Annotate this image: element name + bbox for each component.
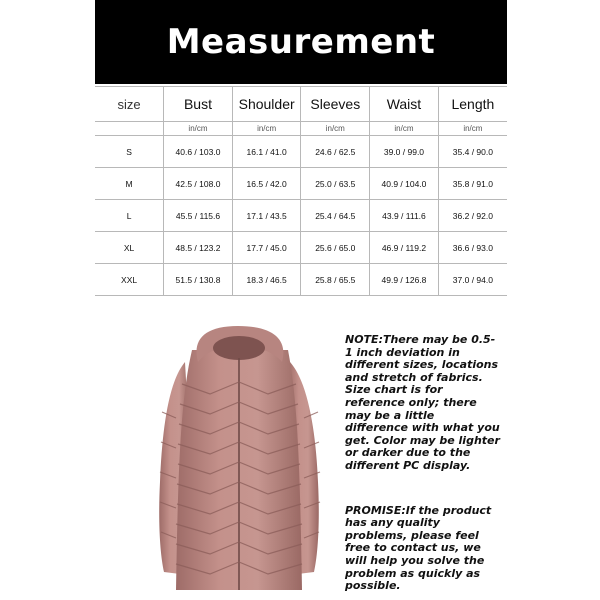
table-row — [95, 264, 507, 296]
waist-cell: 40.9 / 104.0 — [370, 168, 439, 200]
unit-cell: in/cm — [232, 122, 301, 136]
shoulder-cell: 16.5 / 42.0 — [232, 168, 301, 200]
length-column-header: Length — [438, 87, 507, 122]
size-cell: S — [95, 136, 164, 168]
sleeves-cell: 25.6 / 65.0 — [301, 232, 370, 264]
size-column-header: size — [95, 87, 164, 122]
waist-column-header: Waist — [370, 87, 439, 122]
note-text: NOTE:There may be 0.5-1 inch deviation in different sizes, locations and stretch of fabrics. Size chart is for reference only; there may be a little difference with what you get. Color may be lighter or darker due to the different PC display. — [345, 333, 500, 472]
table-row — [95, 168, 507, 200]
sleeves-cell: 25.4 / 64.5 — [301, 200, 370, 232]
length-cell: 35.4 / 90.0 — [438, 136, 507, 168]
bust-cell: 48.5 / 123.2 — [164, 232, 233, 264]
sleeves-cell: 25.8 / 65.5 — [301, 264, 370, 296]
bust-cell: 51.5 / 130.8 — [164, 264, 233, 296]
length-cell: 35.8 / 91.0 — [438, 168, 507, 200]
size-cell: M — [95, 168, 164, 200]
table-header-row — [95, 87, 507, 122]
waist-cell: 49.9 / 126.8 — [370, 264, 439, 296]
bust-cell: 40.6 / 103.0 — [164, 136, 233, 168]
sleeves-cell: 24.6 / 62.5 — [301, 136, 370, 168]
size-cell: XL — [95, 232, 164, 264]
hood-opening — [213, 336, 265, 360]
length-cell: 37.0 / 94.0 — [438, 264, 507, 296]
page-title: Measurement — [166, 22, 436, 62]
length-cell: 36.2 / 92.0 — [438, 200, 507, 232]
shoulder-cell: 16.1 / 41.0 — [232, 136, 301, 168]
bust-cell: 45.5 / 115.6 — [164, 200, 233, 232]
shoulder-cell: 18.3 / 46.5 — [232, 264, 301, 296]
bust-column-header: Bust — [164, 87, 233, 122]
unit-cell: in/cm — [164, 122, 233, 136]
unit-row — [95, 122, 507, 136]
table-row — [95, 136, 507, 168]
shoulder-column-header: Shoulder — [232, 87, 301, 122]
size-cell: L — [95, 200, 164, 232]
waist-cell: 39.0 / 99.0 — [370, 136, 439, 168]
title-banner — [95, 0, 507, 84]
sleeves-cell: 25.0 / 63.5 — [301, 168, 370, 200]
unit-cell: in/cm — [301, 122, 370, 136]
size-chart-table — [95, 86, 507, 296]
promise-text: PROMISE:If the product has any quality problems, please feel free to contact us, we will help you solve the problem as quickly as possible. — [345, 503, 492, 593]
size-cell: XXL — [95, 264, 164, 296]
table-row — [95, 232, 507, 264]
shoulder-cell: 17.7 / 45.0 — [232, 232, 301, 264]
sleeves-column-header: Sleeves — [301, 87, 370, 122]
unit-cell: in/cm — [438, 122, 507, 136]
table-row — [95, 200, 507, 232]
bust-cell: 42.5 / 108.0 — [164, 168, 233, 200]
shoulder-cell: 17.1 / 43.5 — [232, 200, 301, 232]
waist-cell: 46.9 / 119.2 — [370, 232, 439, 264]
waist-cell: 43.9 / 111.6 — [370, 200, 439, 232]
unit-cell-empty — [95, 122, 164, 136]
product-coat-image — [140, 322, 340, 594]
length-cell: 36.6 / 93.0 — [438, 232, 507, 264]
notes-panel — [345, 334, 500, 593]
unit-cell: in/cm — [370, 122, 439, 136]
